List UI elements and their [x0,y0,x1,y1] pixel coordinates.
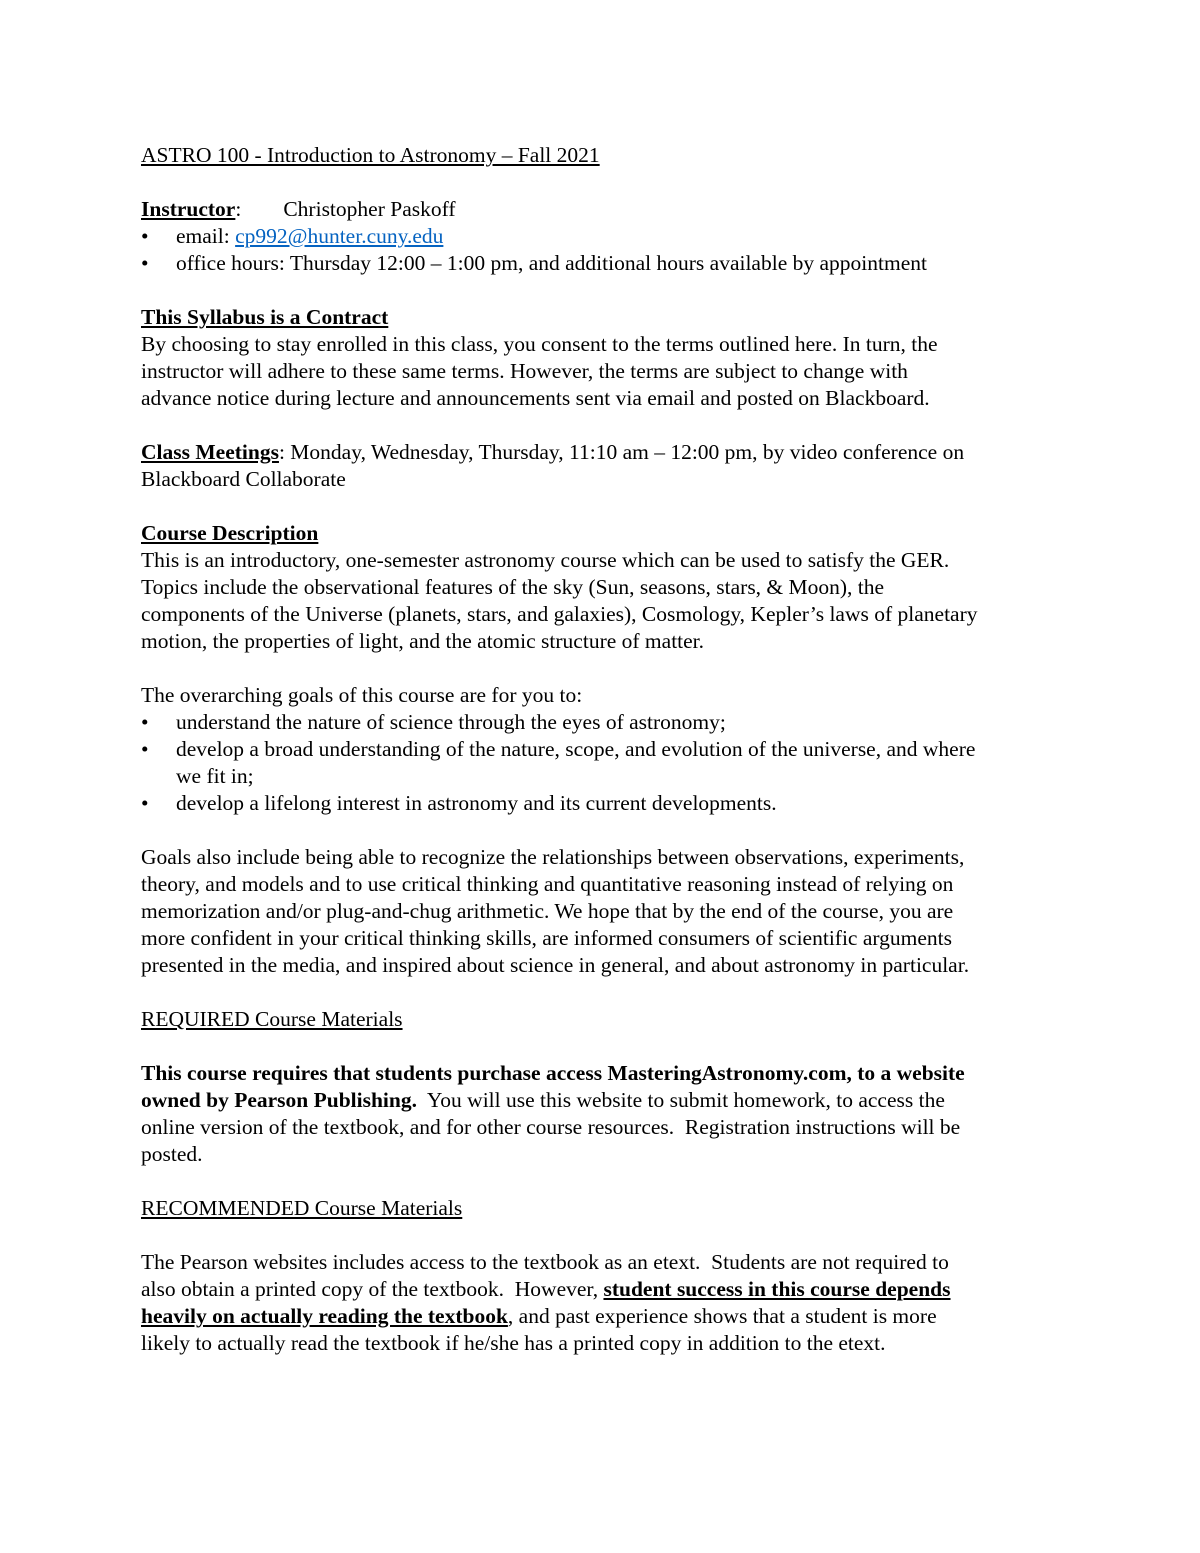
goals-intro: The overarching goals of this course are for you to: [141,683,583,707]
meetings-section [141,439,1071,493]
goals-also-line: theory, and models and to use critical thinking and quantitative reasoning instead of relying on [141,872,954,896]
recommended-emphasis: student success in this course depends [603,1277,951,1301]
contract-section [141,304,1071,412]
syllabus-page [141,142,1071,1357]
recommended-text: The Pearson websites includes access to the textbook as an etext. Students are not required to [141,1250,949,1274]
instructor-section [141,196,1071,277]
goal-text: develop a lifelong interest in astronomy and its current developments. [176,791,777,815]
goals-also-line: presented in the media, and inspired about science in general, and about astronomy in particular. [141,953,970,977]
page-title: ASTRO 100 - Introduction to Astronomy – Fall 2021 [141,143,600,167]
goals-also-line: Goals also include being able to recognize the relationships between observations, experiments, [141,845,965,869]
goals-list [141,709,1071,817]
recommended-text: likely to actually read the textbook if he/she has a printed copy in addition to the etext. [141,1331,886,1355]
contract-line: instructor will adhere to these same terms. However, the terms are subject to change with [141,359,908,383]
required-text: posted. [141,1142,203,1166]
description-heading: Course Description [141,521,319,545]
office-hours: office hours: Thursday 12:00 – 1:00 pm, and additional hours available by appointment [176,251,927,275]
required-bold-line: This course requires that students purchase access MasteringAstronomy.com, to a website [141,1061,965,1085]
bullet-icon: • [141,791,149,815]
required-section [141,1006,1071,1168]
goals-also-line: memorization and/or plug-and-chug arithmetic. We hope that by the end of the course, you are [141,899,954,923]
recommended-heading: RECOMMENDED Course Materials [141,1196,463,1220]
contract-line: By choosing to stay enrolled in this class, you consent to the terms outlined here. In turn, the [141,332,938,356]
contract-heading: This Syllabus is a Contract [141,305,389,329]
goals-also-line: more confident in your critical thinking skills, are informed consumers of scientific arguments [141,926,953,950]
meetings-text-cont: Blackboard Collaborate [141,467,346,491]
instructor-colon: : [235,197,242,221]
email-label: email: [176,224,236,248]
list-item [141,790,1071,817]
bullet-icon: • [141,251,149,275]
meetings-label: Class Meetings [141,440,279,464]
description-line: Topics include the observational features of the sky (Sun, seasons, stars, & Moon), the [141,575,885,599]
instructor-label: Instructor [141,197,236,221]
meetings-text: : Monday, Wednesday, Thursday, 11:10 am – 12:00 pm, by video conference on [278,440,965,464]
instructor-name: Christopher Paskoff [283,197,456,221]
goal-text-cont: we fit in; [176,764,254,788]
required-text: You will use this website to submit homework, to access the [416,1088,945,1112]
bullet-icon: • [141,710,149,734]
email-link[interactable]: cp992@hunter.cuny.edu [235,224,444,248]
list-item [141,736,1071,790]
recommended-section [141,1195,1071,1357]
required-bold-line: owned by Pearson Publishing. [141,1088,417,1112]
recommended-text: also obtain a printed copy of the textbook. However, [141,1277,604,1301]
description-line: This is an introductory, one-semester astronomy course which can be used to satisfy the GER. [141,548,950,572]
required-text: online version of the textbook, and for other course resources. Registration instructions will be [141,1115,961,1139]
required-heading: REQUIRED Course Materials [141,1007,403,1031]
description-line: motion, the properties of light, and the atomic structure of matter. [141,629,705,653]
recommended-text: , and past experience shows that a student is more [507,1304,937,1328]
description-line: components of the Universe (planets, stars, and galaxies), Cosmology, Kepler’s laws of planetary [141,602,978,626]
bullet-icon: • [141,224,149,248]
bullet-icon: • [141,737,149,761]
contract-line: advance notice during lecture and announcements sent via email and posted on Blackboard. [141,386,930,410]
goals-section [141,682,1071,979]
goal-text: understand the nature of science through the eyes of astronomy; [176,710,726,734]
list-item [141,223,1071,250]
description-section [141,520,1071,655]
goal-text: develop a broad understanding of the nature, scope, and evolution of the universe, and where [176,737,976,761]
list-item [141,709,1071,736]
list-item [141,250,1071,277]
instructor-contact-list [141,223,1071,277]
recommended-emphasis: heavily on actually reading the textbook [141,1304,508,1328]
